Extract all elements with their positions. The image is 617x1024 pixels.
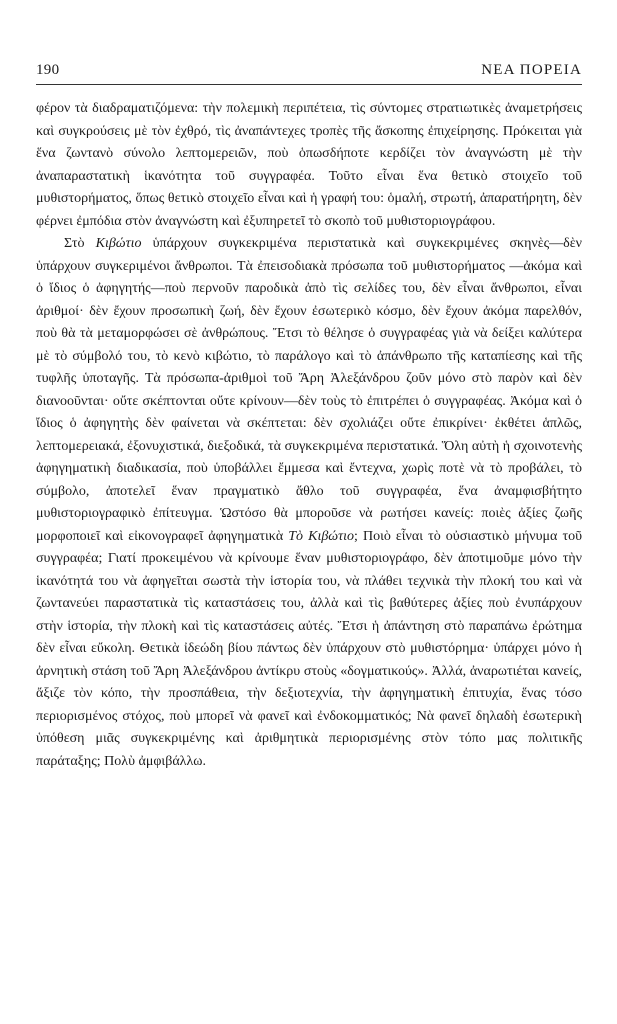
page-number: 190	[36, 62, 60, 78]
paragraph	[36, 98, 582, 233]
text-segment: Στὸ	[64, 236, 96, 251]
book-title-italic: Τὸ Κιβώτιο	[288, 528, 354, 544]
text-segment: ; Ποιὸ εἶναι τὸ οὐσιαστικὸ μήνυμα τοῦ συγγραφέα; Γιατί προκειμένου νὰ κρίνουμε ἕναν μυθιστοριογράφο, δὲν ἀποτιμοῦμε μόνο τὴν ἱκανότητά του νὰ ἀφηγεῖται σωστὰ τὴν ἱστορία του, νὰ πλάθει τεχνικὰ τὴν πλοκή του καὶ νὰ ζωντανεύει παραστατικὰ τὶς καταστάσεις του, ἀλλὰ καὶ τὶς βαθύτερες ἀξίες ποὺ ἐνυπάρχουν στὴν ἱστορία, τὴν πλοκὴ καὶ τὶς καταστάσεις αὐτές. Ἔτσι ἡ ἀπάντηση στὸ παραπάνω ἐρώτημα δὲν εἶναι εὔκολη. Θετικὰ ἰδεώδη βίου πάντως δὲν ὑπάρχουν στὸ μυθιστόρημα· ὑπάρχει μόνο ἡ ἀρνητικὴ στάση τοῦ Ἄρη Ἀλεξάνδρου ἀντίκρυ στοὺς «δογματικούς». Ἀλλά, ἀναρωτιέται κανείς, ἄξιζε τὸν κόπο, τὴν προσπάθεια, τὴν δεξιοτεχνία, τὴν ἀφηγηματικὴ ἐπιτυχία, ἕνας τόσο περιορισμένος στόχος, ποὺ μπορεῖ νὰ φανεῖ καὶ ἐνδοκομματικός; Νὰ φανεῖ δηλαδὴ ἐσωτερικὴ ὑπόθεση μιᾶς συγκεκριμένης καὶ ἀριθμητικὰ περιορισμένης στὸν τόπο μας πολιτικῆς παράταξης; Πολὺ ἀμφιβάλλω.	[36, 528, 583, 769]
header-rule	[36, 84, 582, 85]
book-title-italic: Κιβώτιο	[95, 236, 142, 251]
running-header	[36, 62, 582, 79]
text-segment: φέρον τὰ διαδραματιζόμενα: τὴν πολεμικὴ περιπέτεια, τὶς σύντομες στρατιωτικὲς ἀναμετρήσεις καὶ συγκρούσεις μὲ τὸν ἐχθρό, τὶς ἀναπάντεχες τροπὲς τῆς ἄσκοπης ἐπιχείρησης. Πρόκειται γιὰ ἕνα ζωντανὸ σύνολο λεπτομερειῶν, ποὺ ὁπωσδήποτε κερδίζει τὸν ἀναγνώστη μὲ τὴν ἀναπαραστατικὴ ἱκανότητα τοῦ συγγραφέα. Τοῦτο εἶναι ἕνα θετικὸ στοιχεῖο τοῦ μυθιστορήματος, ὅπως θετικὸ στοιχεῖο εἶναι καὶ ἡ γραφή του: ὁμαλή, στρωτή, ἀπαρατήρητη, δὲν φέρνει ἐμπόδια στὸν ἀναγνώστη καὶ ἐξυπηρετεῖ τὸ σκοπὸ τοῦ μυθιστοριογράφου.	[36, 101, 582, 229]
paragraph	[36, 233, 582, 773]
text-segment: ὑπάρχουν συγκεκριμένα περιστατικὰ καὶ συγκεκριμένες σκηνὲς—δὲν ὑπάρχουν συγκεριμένοι ἄνθρωποι. Τὰ ἐπεισοδιακὰ πρόσωπα τοῦ μυθιστορήματος —ἀκόμα καὶ ὁ ἴδιος ὁ ἀφηγητής—ποὺ περνοῦν παροδικὰ ἀπὸ τὶς σελίδες του, δὲν εἶναι ἄνθρωποι, εἶναι ἀριθμοί· δὲν ἔχουν προσωπικὴ ζωή, δὲν ἔχουν ἐσωτερικὸ κόσμο, δὲν ἔχουν ἀκόμα παρελθόν, ποὺ θὰ τὰ μεταμορφώσει σὲ ἀνθρώπους. Ἔτσι τὸ θέλησε ὁ συγγραφέας γιὰ νὰ δείξει καλύτερα μὲ τὸ σύμβολό του, τὸ κενὸ κιβώτιο, τὸ παράλογο καὶ τὸ ἀπάνθρωπο τῆς καταπίεσης καὶ τῆς τυφλῆς ὑποταγῆς. Τὰ πρόσωπα-ἀριθμοὶ τοῦ Ἄρη Ἀλεξάνδρου ζοῦν μόνο στὸ παρὸν καὶ δὲν διανοοῦνται· οὔτε σκέπτονται οὔτε κρίνουν—δὲν τοὺς τὸ ἐπιτρέπει ὁ συγγραφέας. Ἀκόμα καὶ ὁ ἴδιος ὁ ἀφηγητὴς δὲν φαίνεται νὰ σκέπτεται: δὲν σχολιάζει οὔτε ἐπικρίνει· ἐκθέτει ἁπλῶς, λεπτομερειακά, ἐξονυχιστικά, διεξοδικά, τὰ συγκεκριμένα περιστατικά. Ὅλη αὐτὴ ἡ σχοινοτενὴς ἀφηγηματικὴ διαδικασία, ποὺ ὑποβάλλει ἔμμεσα καὶ ἔντεχνα, χωρὶς ποτὲ νὰ τὸ προβάλει, τὸ σύμβολο, ἀποτελεῖ ἕναν πραγματικὸ ἄθλο τοῦ συγγραφέα, ἕνα ἀναμφισβήτητο μυθιστοριογραφικὸ ἐπίτευγμα. Ὡστόσο θὰ μποροῦσε νὰ ρωτήσει κανείς: ποιὲς ἀξίες ζωῆς μορφοποιεῖ καὶ εἰκονογραφεῖ ἀφηγηματικὰ	[36, 236, 582, 544]
body-text	[36, 98, 582, 773]
journal-title: ΝΕΑ ΠΟΡΕΙΑ	[481, 62, 582, 78]
